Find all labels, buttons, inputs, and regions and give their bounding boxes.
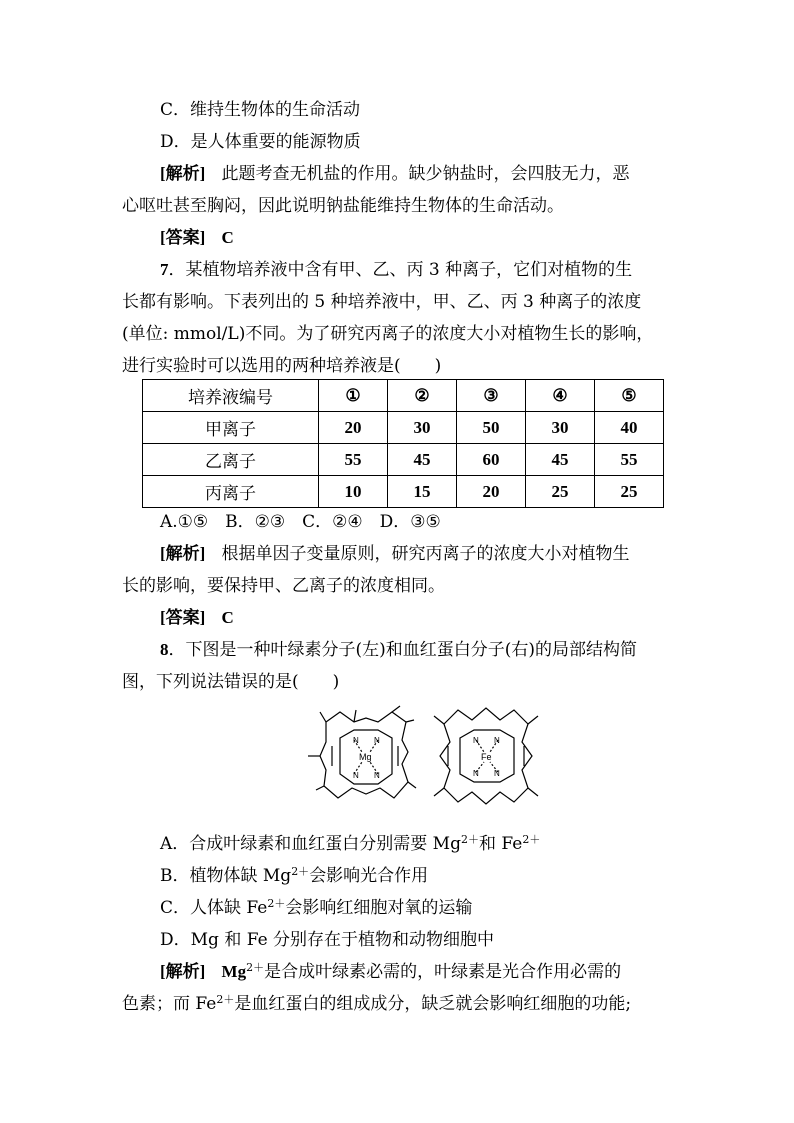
- q8-option-a: [160, 834, 540, 854]
- table-cell: 50: [457, 412, 526, 444]
- q8-analysis-line-2: [122, 994, 631, 1014]
- charge-sup: 2＋: [291, 865, 310, 878]
- table-cell: 45: [388, 444, 457, 476]
- charge-sup: 2＋: [460, 833, 479, 846]
- ion-concentration-table: [142, 379, 664, 508]
- q7-answer-line: [160, 608, 234, 628]
- analysis-tag: [解析]: [160, 544, 206, 563]
- q8-line-1: [160, 640, 637, 660]
- n-atom-label: N: [374, 771, 380, 780]
- q7-line-3: (单位: mmol/L)不同。为了研究丙离子的浓度大小对植物生长的影响，: [122, 324, 654, 344]
- table-cell: 培养液编号: [143, 380, 319, 412]
- table-cell: 30: [388, 412, 457, 444]
- table-cell: 甲离子: [143, 412, 319, 444]
- table-cell: ②: [388, 380, 457, 412]
- table-cell: 15: [388, 476, 457, 508]
- analysis-text: 根据单因子变量原则，研究丙离子的浓度大小对植物生: [221, 544, 630, 564]
- table-header-row: [143, 380, 664, 412]
- q8-number: 8: [160, 640, 169, 659]
- fe-label: Fe: [481, 752, 492, 762]
- table-cell: ③: [457, 380, 526, 412]
- n-atom-label: N: [473, 736, 479, 745]
- table-cell: 10: [319, 476, 388, 508]
- analysis-text: 是合成叶绿素必需的，叶绿素是光合作用必需的: [264, 962, 622, 982]
- option-text: 会影响光合作用: [309, 866, 429, 886]
- analysis-tag: [解析]: [160, 164, 206, 183]
- table-row: [143, 412, 664, 444]
- analysis-text: 是血红蛋白的组成成分，缺乏就会影响红细胞的功能;: [234, 994, 632, 1014]
- q8-option-d: D．Mg 和 Fe 分别存在于植物和动物细胞中: [160, 930, 495, 950]
- option-c-line: C．维持生物体的生命活动: [160, 100, 361, 120]
- n-atom-label: N: [353, 771, 359, 780]
- n-atom-label: N: [473, 769, 479, 778]
- option-text: C．人体缺 Fe: [160, 898, 268, 918]
- table-cell: ⑤: [595, 380, 664, 412]
- q8-option-b: [160, 866, 428, 886]
- answer-value: C: [221, 228, 234, 247]
- molecule-figure: [296, 700, 540, 812]
- q7-text-1: ．某植物培养液中含有甲、乙、丙 3 种离子，它们对植物的生: [168, 260, 633, 280]
- option-text: A．合成叶绿素和血红蛋白分别需要 Mg: [160, 834, 461, 854]
- table-cell: ④: [526, 380, 595, 412]
- table-cell: 60: [457, 444, 526, 476]
- option-text: 和 Fe: [478, 834, 523, 854]
- table-cell: 20: [457, 476, 526, 508]
- analysis-tag: [解析]: [160, 962, 206, 981]
- option-d-line: D．是人体重要的能源物质: [160, 132, 361, 152]
- n-atom-label: N: [494, 769, 500, 778]
- analysis-text: 此题考查无机盐的作用。缺少钠盐时，会四肢无力，恶: [221, 164, 630, 184]
- n-atom-label: N: [353, 736, 359, 745]
- table-row: [143, 476, 664, 508]
- q7-line-4: 进行实验时可以选用的两种培养液是( ): [122, 356, 442, 376]
- table-row: [143, 444, 664, 476]
- option-text: 会影响红细胞对氧的运输: [285, 898, 473, 918]
- table-cell: 30: [526, 412, 595, 444]
- n-atom-label: N: [374, 736, 380, 745]
- q8-text-1: ．下图是一种叶绿素分子(左)和血红蛋白分子(右)的局部结构简: [168, 640, 638, 660]
- table-cell: 40: [595, 412, 664, 444]
- q8-option-c: [160, 898, 472, 918]
- mg-label: Mg: [359, 752, 372, 762]
- table-cell: ①: [319, 380, 388, 412]
- q8-line-2: 图，下列说法错误的是( ): [122, 672, 340, 692]
- table-cell: 55: [319, 444, 388, 476]
- analysis-text: 色素；而 Fe: [122, 994, 217, 1014]
- table-cell: 55: [595, 444, 664, 476]
- analysis-text: Mg: [221, 962, 247, 981]
- q7-number: 7: [160, 260, 169, 279]
- charge-sup: 2＋: [246, 961, 265, 974]
- table-cell: 45: [526, 444, 595, 476]
- q7-line-2: 长都有影响。下表列出的 5 种培养液中，甲、乙、丙 3 种离子的浓度: [122, 292, 642, 312]
- q7-line-1: [160, 260, 632, 280]
- answer-tag: [答案]: [160, 228, 206, 247]
- table-cell: 25: [526, 476, 595, 508]
- table-cell: 20: [319, 412, 388, 444]
- option-text: B．植物体缺 Mg: [160, 866, 292, 886]
- q8-analysis-line-1: [160, 962, 621, 982]
- answer-line: [160, 228, 234, 248]
- analysis-line-1: [160, 164, 630, 184]
- answer-value: C: [221, 608, 234, 627]
- q7-analysis-line-1: [160, 544, 630, 564]
- q7-options: A.①⑤ B．②③ C．②④ D．③⑤: [160, 512, 441, 532]
- q7-analysis-line-2: 长的影响，要保持甲、乙离子的浓度相同。: [122, 576, 445, 596]
- charge-sup: 2＋: [216, 993, 235, 1006]
- charge-sup: 2＋: [267, 897, 286, 910]
- charge-sup: 2＋: [522, 833, 541, 846]
- table-cell: 丙离子: [143, 476, 319, 508]
- analysis-line-2: 心呕吐甚至胸闷，因此说明钠盐能维持生物体的生命活动。: [122, 196, 564, 216]
- table-cell: 25: [595, 476, 664, 508]
- answer-tag: [答案]: [160, 608, 206, 627]
- n-atom-label: N: [494, 736, 500, 745]
- table-cell: 乙离子: [143, 444, 319, 476]
